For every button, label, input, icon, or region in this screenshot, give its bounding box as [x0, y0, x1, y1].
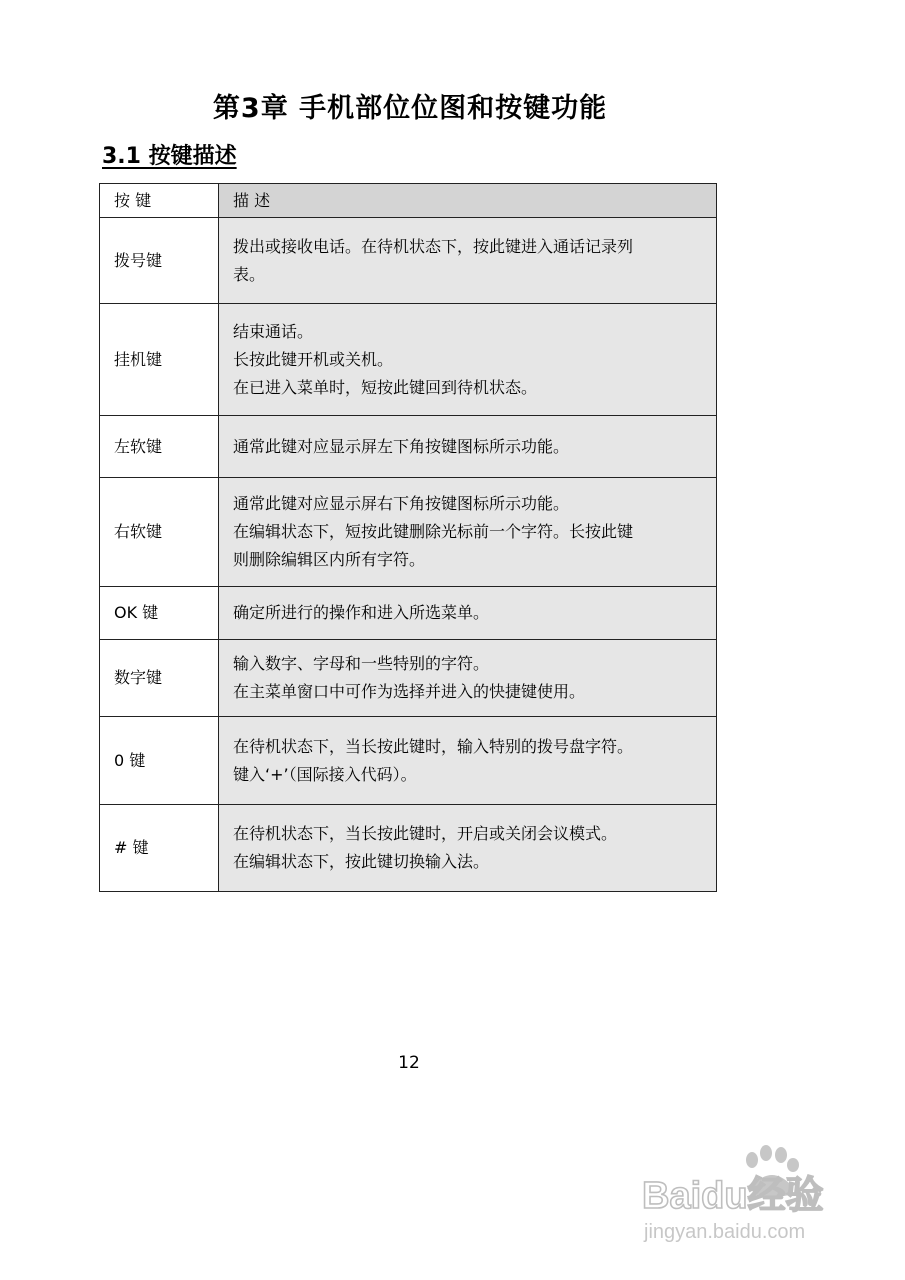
- description-line: 在待机状态下，当长按此键时，输入特别的拨号盘字符。: [233, 736, 634, 756]
- description-cell: [219, 805, 717, 892]
- description-line: 输入数字、字母和一些特别的字符。: [233, 654, 490, 673]
- description-cell: [219, 717, 717, 805]
- table-row: [100, 587, 717, 640]
- header-description: 描 述: [219, 184, 717, 218]
- key-cell: 左软键: [100, 416, 219, 478]
- key-cell: 数字键: [100, 640, 219, 717]
- table-header-row: [100, 184, 717, 218]
- description-line: 在主菜单窗口中可作为选择并进入的快捷键使用。: [233, 682, 586, 701]
- description-line: 表。: [233, 264, 266, 284]
- description-line: 结束通话。: [233, 321, 314, 341]
- description-line: 在待机状态下，当长按此键时，开启或关闭会议模式。: [233, 824, 618, 843]
- table-row: [100, 218, 717, 304]
- chapter-title: 第3章 手机部位位图和按键功能: [212, 93, 608, 124]
- description-line: 键入‘+’（国际接入代码）。: [233, 764, 417, 784]
- description-line: 通常此键对应显示屏左下角按键图标所示功能。: [233, 436, 570, 456]
- table-row: [100, 717, 717, 805]
- description-cell: [219, 304, 717, 416]
- description-line: 长按此键开机或关机。: [233, 349, 394, 369]
- description-cell: [219, 587, 717, 640]
- description-line: 拨出或接收电话。在待机状态下，按此键进入通话记录列: [233, 236, 634, 256]
- key-cell: 0 键: [100, 717, 219, 805]
- key-description-table: [99, 183, 717, 892]
- table-row: [100, 478, 717, 587]
- baidu-jingyan-watermark: [640, 1138, 880, 1248]
- watermark-url: jingyan.baidu.com: [644, 1221, 806, 1243]
- watermark-brand: Baidu经验: [642, 1175, 824, 1217]
- description-line: 确定所进行的操作和进入所选菜单。: [233, 603, 490, 622]
- description-line: 则删除编辑区内所有字符。: [233, 550, 426, 569]
- table-row: [100, 640, 717, 717]
- description-line: 在编辑状态下，短按此键删除光标前一个字符。长按此键: [233, 522, 634, 541]
- section-title: 3.1 按键描述: [102, 144, 237, 169]
- table-row: [100, 805, 717, 892]
- description-cell: [219, 218, 717, 304]
- description-cell: [219, 478, 717, 587]
- key-cell: 拨号键: [100, 218, 219, 304]
- page-number: 12: [398, 1053, 420, 1073]
- table-row: [100, 304, 717, 416]
- key-cell: 右软键: [100, 478, 219, 587]
- table-row: [100, 416, 717, 478]
- key-cell: OK 键: [100, 587, 219, 640]
- description-line: 在已进入菜单时，短按此键回到待机状态。: [233, 377, 538, 397]
- key-cell: 挂机键: [100, 304, 219, 416]
- description-line: 在编辑状态下，按此键切换输入法。: [233, 852, 490, 871]
- key-cell: # 键: [100, 805, 219, 892]
- description-cell: [219, 640, 717, 717]
- description-cell: [219, 416, 717, 478]
- description-line: 通常此键对应显示屏右下角按键图标所示功能。: [233, 494, 570, 513]
- header-key: 按 键: [100, 184, 219, 218]
